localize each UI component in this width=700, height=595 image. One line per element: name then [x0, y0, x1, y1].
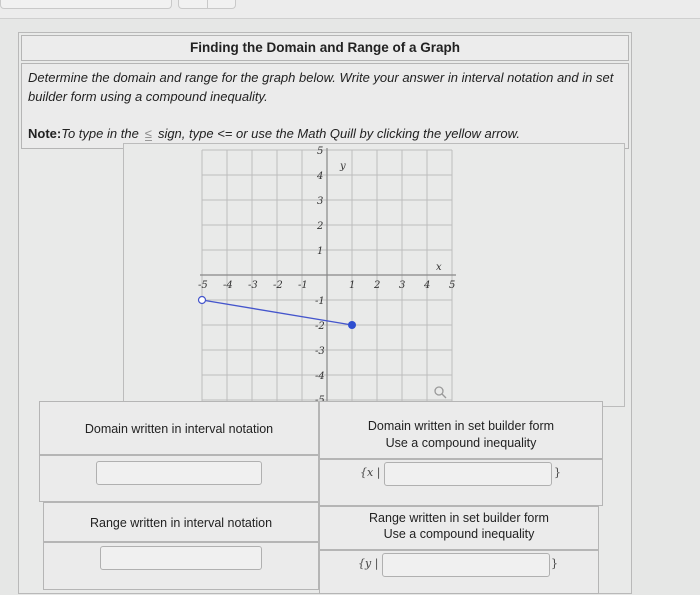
svg-text:3: 3 — [317, 196, 324, 207]
range-set-label-cell: Range written in set builder form Use a compound inequality — [319, 506, 599, 550]
svg-text:4: 4 — [424, 280, 431, 291]
browser-top-bar — [0, 0, 700, 19]
x-axis-label: x — [436, 262, 442, 273]
svg-text:-2: -2 — [315, 321, 325, 332]
top-tab[interactable] — [0, 0, 172, 9]
svg-text:-4: -4 — [223, 280, 233, 291]
svg-text:4: 4 — [317, 171, 324, 182]
svg-text:1: 1 — [317, 246, 324, 257]
range-set-input[interactable] — [382, 553, 550, 577]
domain-set-prefix: {x | — [360, 466, 381, 479]
open-endpoint — [199, 297, 206, 304]
range-set-input-cell: {y | } — [319, 550, 599, 594]
domain-set-label-cell: Domain written in set builder form Use a compound inequality — [319, 401, 603, 459]
svg-text:5: 5 — [449, 280, 456, 291]
instructions-text: Determine the domain and range for the graph below. Write your answer in interval notation and in set builder form using a compound inequality. — [28, 70, 614, 104]
domain-interval-input-cell — [39, 455, 319, 502]
svg-text:-1: -1 — [315, 296, 325, 307]
range-set-prefix: {y | — [358, 557, 379, 570]
svg-text:1: 1 — [349, 280, 356, 291]
instructions-box — [21, 63, 629, 149]
svg-text:-3: -3 — [315, 346, 325, 357]
domain-set-input-cell: {x | } — [319, 459, 603, 506]
graph-container — [123, 143, 625, 407]
question-card — [18, 32, 632, 594]
svg-text:-1: -1 — [298, 280, 308, 291]
page-title: Finding the Domain and Range of a Graph — [21, 35, 629, 61]
range-interval-label-cell: Range written in interval notation — [43, 502, 319, 542]
svg-text:2: 2 — [374, 280, 381, 291]
domain-interval-label-cell: Domain written in interval notation — [39, 401, 319, 455]
svg-text:3: 3 — [399, 280, 406, 291]
svg-text:-5: -5 — [198, 280, 208, 291]
closed-endpoint — [348, 321, 356, 329]
range-interval-input-cell — [43, 542, 319, 590]
coordinate-graph — [194, 145, 462, 407]
top-button-group[interactable] — [178, 0, 236, 9]
magnifier-icon — [435, 387, 446, 398]
svg-text:-4: -4 — [315, 371, 325, 382]
svg-text:-3: -3 — [248, 280, 258, 291]
note-text: Note:To type in the ≤ sign, type <= or use the Math Quill by clicking the yellow arrow. — [28, 126, 520, 141]
svg-text:5: 5 — [317, 146, 324, 157]
svg-text:2: 2 — [317, 221, 324, 232]
less-equal-symbol: ≤ — [144, 126, 152, 141]
range-interval-input[interactable] — [100, 546, 262, 570]
domain-interval-input[interactable] — [96, 461, 262, 485]
svg-text:-2: -2 — [273, 280, 283, 291]
note-label: Note: — [28, 126, 62, 141]
domain-set-input[interactable] — [384, 462, 552, 486]
graph-svg — [194, 145, 462, 407]
y-axis-label: y — [340, 161, 346, 172]
